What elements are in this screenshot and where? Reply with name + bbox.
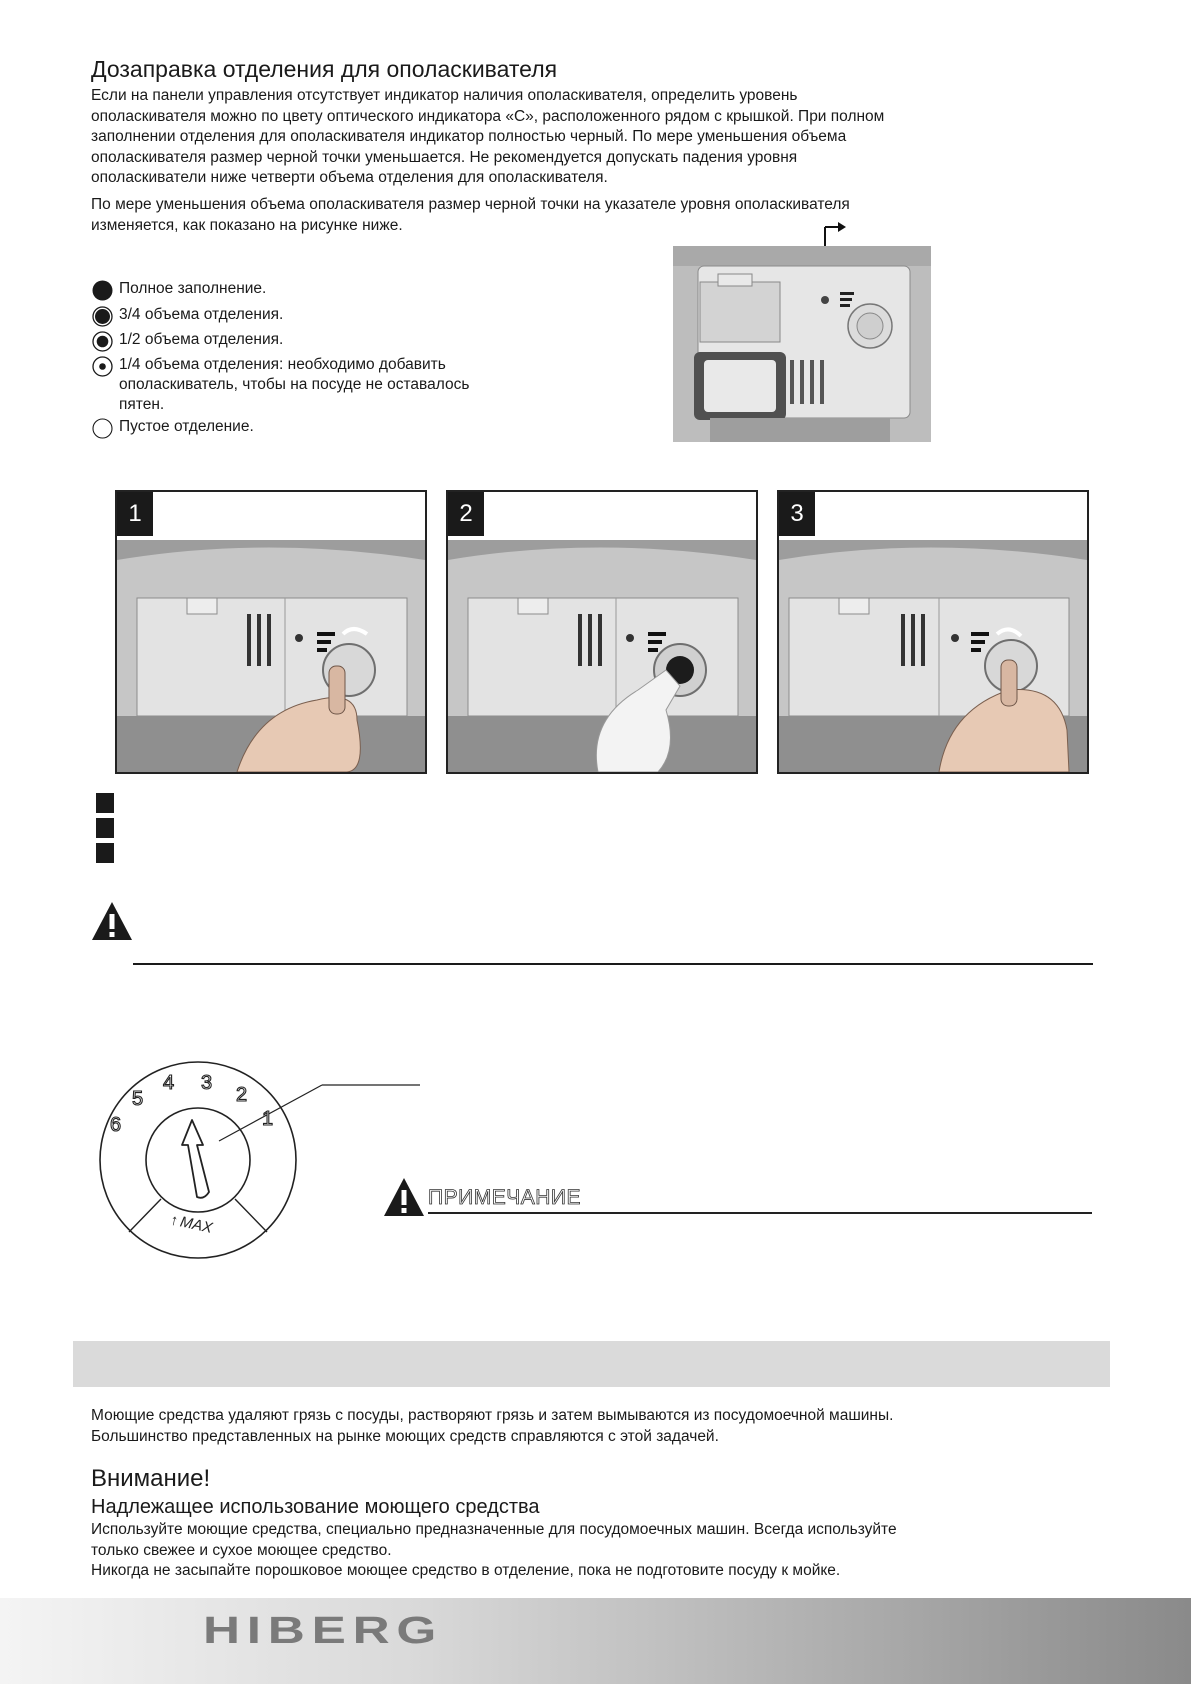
- list-marker: [96, 818, 114, 838]
- legend-label: Пустое отделение.: [119, 418, 254, 435]
- dial-number: 4: [163, 1072, 175, 1094]
- warning-icon: [383, 1177, 425, 1217]
- dial-number: 1: [262, 1108, 274, 1130]
- text-line: Большинство представленных на рынке моющих средств справляются с этой задачей.: [91, 1427, 719, 1445]
- legend-label: 1/2 объема отделения.: [119, 331, 284, 348]
- dial-number: 6: [110, 1114, 122, 1136]
- section-header-bar: [73, 1341, 1110, 1387]
- empty-dot-icon: [92, 418, 113, 439]
- legend-item-empty: [92, 417, 254, 439]
- open-cap-photo: [117, 540, 425, 772]
- divider: [133, 963, 1093, 965]
- full-dot-icon: [92, 280, 113, 301]
- section-title: Дозаправка отделения для ополаскивателя: [91, 56, 558, 82]
- text-line: Если на панели управления отсутствует индикатор наличия ополаскивателя, определить уровень: [91, 87, 798, 104]
- text-line: 1/4 объема отделения: необходимо добавить: [119, 356, 446, 373]
- text-line: Никогда не засыпайте порошковое моющее средство в отделение, пока не подготовите посуду к мойке.: [91, 1562, 841, 1579]
- dial-number: 2: [236, 1084, 248, 1106]
- list-marker: [96, 843, 114, 863]
- intro-paragraph: [91, 86, 1111, 189]
- half-dot-icon: [92, 331, 113, 352]
- brand-logo: HIBERG: [203, 1610, 444, 1652]
- step-number: 2: [448, 492, 484, 536]
- text-line: ополаскиватель, чтобы на посуде не оставалось: [119, 376, 470, 393]
- legend-label: 3/4 объема отделения.: [119, 306, 284, 323]
- three-quarter-dot-icon: [92, 306, 113, 327]
- text-line: пятен.: [119, 396, 165, 413]
- legend-item-half: [92, 330, 283, 352]
- detergent-intro: [91, 1406, 1151, 1447]
- step-number: 1: [117, 492, 153, 536]
- dial-number: 5: [132, 1088, 144, 1110]
- text-line: Используйте моющие средства, специально предназначенные для посудомоечных машин. Всегда используйте: [91, 1521, 897, 1538]
- text-line: По мере уменьшения объема ополаскивателя размер черной точки на указателе уровня ополаскивателя: [91, 196, 850, 213]
- list-marker: [96, 793, 114, 813]
- text-line: ополаскиватели ниже четверти объема отделения для ополаскивателя.: [91, 169, 608, 186]
- legend-label: Полное заполнение.: [119, 280, 267, 297]
- dispenser-photo: [670, 222, 932, 444]
- text-line: заполнении отделения для ополаскивателя индикатор полностью черный. По мере уменьшения объема: [91, 128, 847, 145]
- note-label: ПРИМЕЧАНИЕ: [428, 1186, 581, 1209]
- warning-icon: [91, 901, 133, 941]
- proper-use-subtitle: Надлежащее использование моющего средства: [91, 1496, 540, 1518]
- detergent-body: [91, 1520, 1151, 1582]
- text-line: только свежее и сухое моющее средство.: [91, 1541, 392, 1559]
- step-3-frame: [777, 490, 1089, 774]
- svg-text:↑: ↑: [168, 1211, 180, 1230]
- pour-rinse-aid-photo: [448, 540, 756, 772]
- level-paragraph: [91, 195, 1111, 236]
- quarter-dot-icon: [92, 356, 113, 377]
- max-label: MAX: [178, 1213, 214, 1237]
- step-1-frame: [115, 490, 427, 774]
- dial-number: 3: [201, 1072, 213, 1094]
- step-number: 3: [779, 492, 815, 536]
- text-line: ополаскивателя размер черной точки уменьшается. Не рекомендуется допускать падения уровня: [91, 148, 798, 166]
- footer-bar: [0, 1598, 1191, 1684]
- legend-item-full: [92, 279, 266, 301]
- step-2-frame: [446, 490, 758, 774]
- close-cap-photo: [779, 540, 1087, 772]
- text-line: ополаскивателя можно по цвету оптического индикатора «С», расположенного рядом с крышкой. При полном: [91, 107, 885, 125]
- text-line: изменяется, как показано на рисунке ниже.: [91, 216, 403, 234]
- legend-item-quarter: [92, 355, 469, 415]
- attention-heading: Внимание!: [91, 1465, 211, 1492]
- legend-label: [119, 355, 469, 415]
- rinse-aid-dial-diagram: [94, 1055, 424, 1260]
- divider: [428, 1212, 1092, 1214]
- text-line: Моющие средства удаляют грязь с посуды, растворяют грязь и затем вымываются из посудомоечной машины.: [91, 1407, 894, 1424]
- legend-item-three-quarter: [92, 305, 283, 327]
